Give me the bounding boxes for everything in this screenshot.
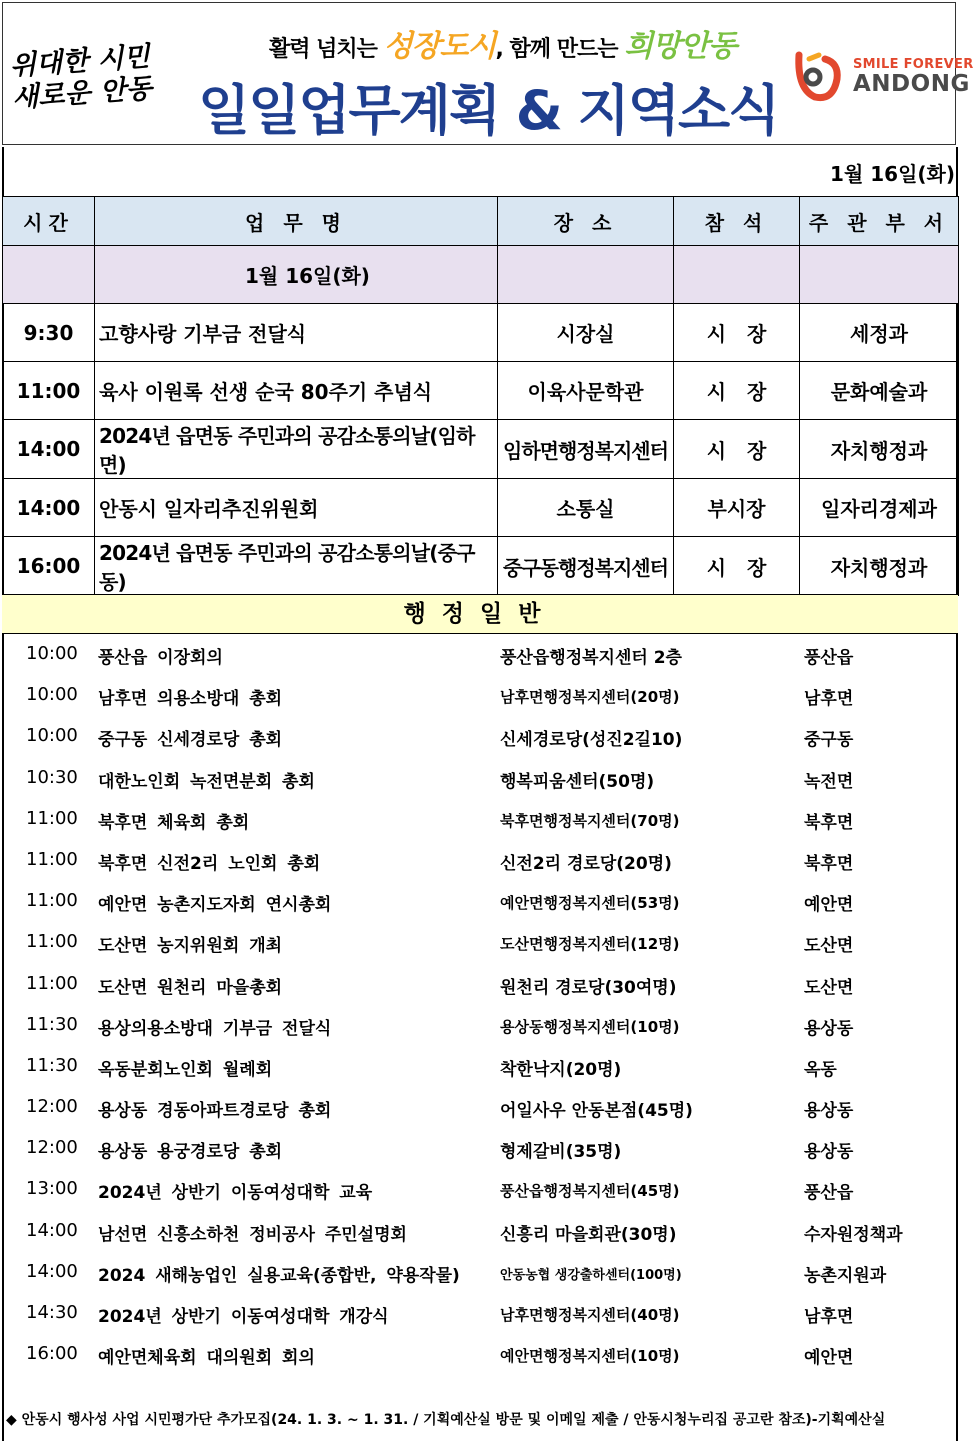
item-place: 예안면행정복지센터(10명) (500, 1347, 680, 1366)
list-item (2, 881, 958, 922)
page-title: 일일업무계획 & 지역소식 (198, 79, 779, 142)
col-header-time: 시간 (3, 197, 95, 246)
item-task: 용상동 경동아파트경로당 총회 (98, 1101, 332, 1122)
item-time: 11:00 (26, 890, 78, 912)
schedule-place: 시장실 (498, 304, 674, 362)
item-time: 10:00 (26, 725, 78, 747)
item-dept: 북후면 (804, 812, 854, 833)
item-place: 안동농협 생강출하센터(100명) (500, 1267, 682, 1283)
item-time: 10:30 (26, 766, 78, 788)
col-header-place: 장 소 (498, 197, 674, 246)
item-time: 11:30 (26, 1013, 78, 1035)
day-row-cell (800, 246, 959, 304)
col-header-attend: 참 석 (674, 197, 800, 246)
item-task: 예안면 농촌지도자회 연시총회 (98, 895, 332, 916)
list-item (2, 1128, 958, 1169)
col-header-dept: 주 관 부 서 (800, 197, 959, 246)
list-item (2, 1046, 958, 1087)
logo-city-name: ANDONG (853, 71, 970, 97)
schedule-attend: 시 장 (674, 362, 800, 420)
item-dept: 풍산읍 (804, 1183, 854, 1204)
schedule-place: 중구동행정복지센터 (498, 537, 674, 596)
schedule-time: 14:00 (3, 420, 95, 479)
item-task: 2024년 상반기 이동여성대학 개강식 (98, 1307, 389, 1327)
slogan-top (269, 21, 736, 65)
item-place: 풍산읍행정복지센터(45명) (500, 1182, 680, 1201)
day-row-cell (3, 246, 95, 304)
item-dept: 농촌지원과 (804, 1265, 887, 1286)
list-item (2, 964, 958, 1005)
item-task: 도산면 농지위원회 개최 (98, 936, 283, 957)
andong-logo-icon (793, 49, 843, 103)
schedule-row (3, 537, 959, 596)
item-time: 11:00 (26, 972, 78, 994)
item-time: 10:00 (26, 643, 78, 664)
item-time: 10:00 (26, 684, 78, 706)
general-section-title: 행정일반 (2, 594, 958, 634)
schedule-row (3, 479, 959, 537)
item-time: 16:00 (26, 1343, 78, 1365)
item-task: 북후면 체육회 총회 (98, 812, 250, 833)
list-item (2, 1293, 958, 1334)
day-row (3, 246, 959, 304)
item-time: 13:00 (26, 1178, 78, 1200)
item-place: 도산면행정복지센터(12명) (500, 935, 680, 954)
logo-tagline: SMILE FOREVER (853, 57, 974, 72)
slogan-part-2: , 함께 만드는 (495, 37, 625, 62)
schedule-table (2, 196, 959, 596)
item-task: 용상동 용궁경로당 총회 (98, 1142, 283, 1163)
item-place: 용상동행정복지센터(10명) (500, 1017, 680, 1036)
day-row-cell (498, 246, 674, 304)
list-item (2, 1087, 958, 1128)
andong-logo (793, 47, 974, 107)
item-task: 남후면 의용소방대 총회 (98, 689, 283, 710)
item-task: 2024년 상반기 이동여성대학 교육 (98, 1183, 373, 1204)
item-time: 14:00 (26, 1260, 78, 1282)
item-dept: 옥동 (804, 1059, 837, 1080)
item-place: 신흥리 마을회관(30명) (500, 1224, 677, 1245)
item-time: 14:00 (26, 1219, 78, 1241)
schedule-dept: 일자리경제과 (800, 479, 959, 537)
item-place: 풍산읍행정복지센터 2층 (500, 648, 682, 668)
schedule-attend: 부시장 (674, 479, 800, 537)
item-task: 풍산읍 이장회의 (98, 648, 223, 668)
general-list (2, 634, 958, 1375)
schedule-attend: 시 장 (674, 304, 800, 362)
item-time: 11:00 (26, 848, 78, 870)
item-place: 형제갈비(35명) (500, 1142, 622, 1163)
item-place: 원천리 경로당(30여명) (500, 977, 677, 998)
item-place: 북후면행정복지센터(70명) (500, 811, 680, 830)
item-time: 11:00 (26, 931, 78, 953)
list-item (2, 1005, 958, 1046)
item-dept: 남후면 (804, 689, 854, 710)
schedule-attend: 시 장 (674, 537, 800, 596)
schedule-row (3, 304, 959, 362)
schedule-place: 소통실 (498, 479, 674, 537)
schedule-task: 고향사랑 기부금 전달식 (95, 304, 498, 362)
list-item (2, 799, 958, 840)
schedule-place: 임하면행정복지센터 (498, 420, 674, 479)
item-place: 착한낙지(20명) (500, 1059, 622, 1080)
item-dept: 예안면 (804, 1348, 854, 1369)
footer-notice: ◆ 안동시 행사성 사업 시민평가단 추가모집(24. 1. 3. ~ 1. 31. / 기획예산실 방문 및 이메일 제출 / 안동시청누리집 공고란 참조)-기획예산실 (6, 1412, 886, 1428)
schedule-time: 16:00 (3, 537, 95, 596)
schedule-task: 2024년 읍면동 주민과의 공감소통의날(중구동) (95, 537, 498, 596)
item-time: 14:30 (26, 1302, 78, 1323)
page-header (2, 2, 974, 145)
item-task: 대한노인회 녹전면분회 총회 (98, 771, 315, 792)
item-task: 중구동 신세경로당 총회 (98, 730, 283, 751)
item-time: 12:00 (26, 1096, 78, 1118)
item-place: 예안면행정복지센터(53명) (500, 894, 680, 913)
item-time: 11:30 (26, 1054, 78, 1076)
item-place: 남후면행정복지센터(20명) (500, 688, 680, 707)
item-task: 예안면체육회 대의원회 회의 (98, 1348, 315, 1369)
slogan-highlight-hope: 희망안동 (624, 29, 737, 64)
item-time: 11:00 (26, 807, 78, 829)
list-item (2, 634, 958, 675)
schedule-row (3, 420, 959, 479)
item-place: 남후면행정복지센터(40명) (500, 1306, 680, 1324)
report-date: 1월 16일(화) (830, 162, 955, 186)
item-task: 도산면 원천리 마을총회 (98, 977, 283, 998)
item-dept: 중구동 (804, 730, 854, 751)
item-task: 남선면 신흥소하천 정비공사 주민설명회 (98, 1224, 407, 1245)
item-task: 옥동분회노인회 월례회 (98, 1059, 273, 1080)
item-dept: 용상동 (804, 1142, 854, 1163)
list-item (2, 716, 958, 757)
item-dept: 도산면 (804, 936, 854, 957)
schedule-time: 11:00 (3, 362, 95, 420)
schedule-row (3, 362, 959, 420)
item-place: 신전2리 경로당(20명) (500, 853, 672, 874)
list-item (2, 1211, 958, 1252)
day-row-cell (674, 246, 800, 304)
item-time: 12:00 (26, 1137, 78, 1159)
schedule-dept: 세정과 (800, 304, 959, 362)
item-dept: 북후면 (804, 853, 854, 874)
list-item (2, 1252, 958, 1293)
schedule-task: 2024년 읍면동 주민과의 공감소통의날(임하면) (95, 420, 498, 479)
list-item (2, 675, 958, 716)
schedule-header-row (3, 197, 959, 246)
item-dept: 용상동 (804, 1018, 854, 1039)
slogan-highlight-growth: 성장도시 (383, 29, 496, 64)
item-dept: 예안면 (804, 895, 854, 916)
day-label: 1월 16일(화) (95, 246, 498, 304)
col-header-task: 업 무 명 (95, 197, 498, 246)
item-dept: 도산면 (804, 977, 854, 998)
item-dept: 수자원정책과 (804, 1224, 903, 1245)
slogan-part-1: 활력 넘치는 (269, 37, 384, 62)
schedule-dept: 자치행정과 (800, 420, 959, 479)
schedule-task: 안동시 일자리추진위원회 (95, 479, 498, 537)
slogan-left: 위대한 시민 새로운 안동 (8, 41, 153, 114)
item-task: 용상의용소방대 기부금 전달식 (98, 1018, 332, 1039)
schedule-time: 9:30 (3, 304, 95, 362)
item-place: 행복피움센터(50명) (500, 771, 655, 792)
schedule-time: 14:00 (3, 479, 95, 537)
schedule-dept: 문화예술과 (800, 362, 959, 420)
list-item (2, 922, 958, 963)
schedule-dept: 자치행정과 (800, 537, 959, 596)
item-task: 북후면 신전2리 노인회 총회 (98, 853, 321, 874)
schedule-place: 이육사문학관 (498, 362, 674, 420)
item-dept: 남후면 (804, 1307, 854, 1327)
schedule-task: 육사 이원록 선생 순국 80주기 추념식 (95, 362, 498, 420)
item-task: 2024 새해농업인 실용교육(종합반, 약용작물) (98, 1265, 460, 1286)
item-place: 신세경로당(성진2길10) (500, 730, 683, 751)
list-item (2, 840, 958, 881)
schedule-attend: 시 장 (674, 420, 800, 479)
item-dept: 용상동 (804, 1101, 854, 1122)
list-item (2, 758, 958, 799)
list-item (2, 1334, 958, 1375)
list-item (2, 1169, 958, 1210)
item-place: 어일사우 안동본점(45명) (500, 1101, 693, 1122)
item-dept: 녹전면 (804, 771, 854, 792)
item-dept: 풍산읍 (804, 648, 854, 668)
